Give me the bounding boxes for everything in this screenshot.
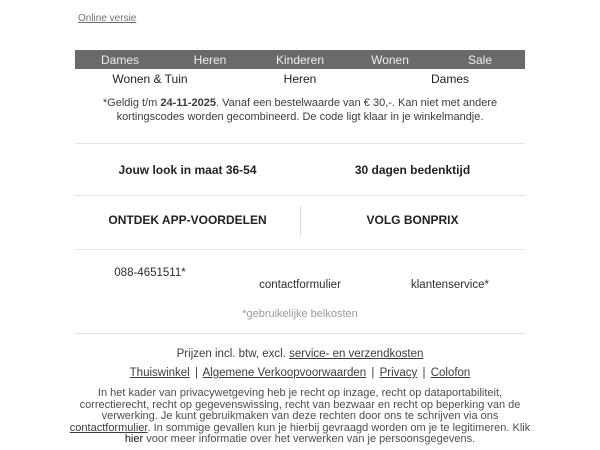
- thuiswinkel-link[interactable]: Thuiswinkel: [129, 367, 190, 379]
- terms-link[interactable]: Algemene Verkoopvoorwaarden: [202, 367, 367, 379]
- nav-item-wonen[interactable]: Wonen: [371, 52, 409, 67]
- privacy-text-1: In het kader van privacywetgeving heb je recht op inzage, recht op dataportabiliteit, correctierecht, recht op gegevenswissing, recht van bezwaar en recht op beperking van de verwerking. Je kunt gebruikmaken van deze rechten door ons te schrijven via ons: [79, 387, 521, 422]
- vertical-divider: [300, 206, 301, 236]
- nav-item-sale[interactable]: Sale: [467, 52, 493, 67]
- privacy-contact-form-link[interactable]: contactformulier: [69, 421, 148, 434]
- discover-app-benefits-link[interactable]: ONTDEK APP-VOORDELEN: [108, 213, 267, 227]
- shipping-costs-link[interactable]: service- en verzendkosten: [289, 348, 424, 360]
- colofon-link[interactable]: Colofon: [430, 367, 471, 379]
- usp-row: [75, 144, 525, 195]
- usp-sizes-text: Jouw look in maat 36-54: [118, 163, 257, 177]
- privacy-rights-paragraph: [69, 388, 531, 446]
- contact-row: [75, 250, 525, 302]
- sub-navbar: [75, 72, 525, 86]
- promo-text-prefix: *Geldig t/m: [102, 97, 161, 109]
- follow-bonprix-link[interactable]: VOLG BONPRIX: [366, 213, 459, 227]
- customer-service-link[interactable]: klantenservice*: [411, 279, 489, 291]
- subnav-item-dames[interactable]: Dames: [430, 72, 469, 86]
- prices-text: Prijzen incl. btw, excl.: [176, 348, 290, 360]
- main-navbar: [75, 50, 525, 69]
- privacy-link[interactable]: Privacy: [379, 367, 418, 379]
- subnav-item-heren[interactable]: Heren: [283, 72, 317, 86]
- promo-valid-date: 24-11-2025: [160, 97, 217, 109]
- privacy-text-3: voor meer informatie over het verwerken van je persoonsgegevens.: [143, 433, 476, 445]
- online-version-link[interactable]: Online versie: [78, 13, 137, 24]
- legal-links-row: [75, 367, 525, 379]
- email-footer-page: [69, 0, 531, 446]
- prices-line: [75, 348, 525, 360]
- promo-conditions-text: [75, 97, 525, 124]
- separator: |: [371, 367, 375, 379]
- nav-item-kinderen[interactable]: Kinderen: [275, 52, 325, 67]
- divider: [75, 333, 525, 334]
- call-costs-note: *gebruikelijke belkosten: [242, 308, 358, 320]
- contact-form-link[interactable]: contactformulier: [259, 279, 341, 291]
- usp-return-days-text: 30 dagen bedenktijd: [354, 163, 471, 177]
- privacy-text-2: . In sommige gevallen kun je hierbij gevraagd worden om je te legitimeren. Klik: [147, 421, 531, 434]
- separator: |: [422, 367, 426, 379]
- separator: |: [194, 367, 198, 379]
- app-links-row: [75, 196, 525, 249]
- nav-item-dames[interactable]: Dames: [100, 52, 139, 67]
- promo-text-suffix: . Vanaf een bestelwaarde van € 30,-. Kan niet met andere kortingscodes worden gecombineerd. De code ligt klaar in je winkelmandje.: [116, 97, 498, 123]
- nav-item-heren[interactable]: Heren: [193, 52, 227, 67]
- phone-number[interactable]: 088-4651511*: [114, 267, 186, 279]
- privacy-more-info-link[interactable]: hier: [124, 433, 144, 445]
- subnav-item-wonen-tuin[interactable]: Wonen & Tuin: [112, 72, 188, 86]
